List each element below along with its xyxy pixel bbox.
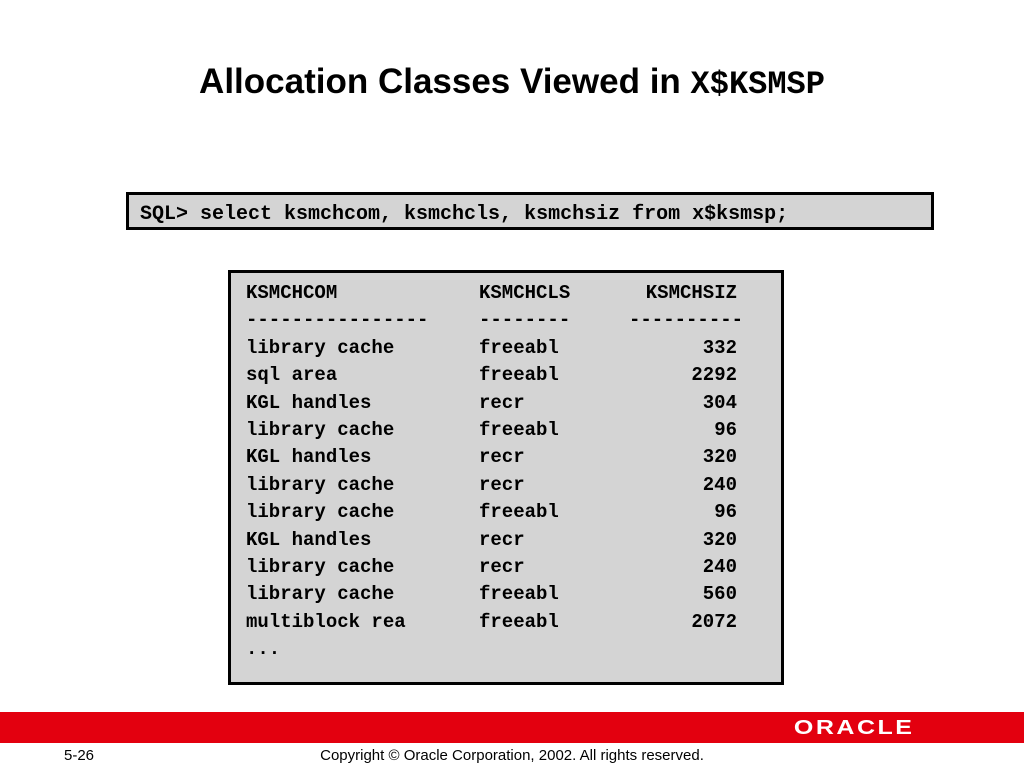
table-cell: recr [479, 446, 525, 469]
table-cell: multiblock rea [246, 610, 406, 633]
table-cell: library cache [246, 583, 395, 606]
footer-bar [0, 712, 1024, 743]
copyright-notice: Copyright © Oracle Corporation, 2002. All rights reserved. [320, 747, 704, 764]
table-cell: 96 [714, 501, 737, 524]
table-cell: recr [479, 555, 525, 578]
sql-statement: SQL> select ksmchcom, ksmchcls, ksmchsiz from x$ksmsp; [140, 203, 789, 226]
table-cell: 96 [714, 418, 737, 441]
query-result-box [228, 270, 784, 685]
table-row [246, 417, 781, 444]
table-cell: KGL handles [246, 528, 372, 551]
separator-cell: ---------- [629, 309, 744, 332]
table-row [246, 444, 781, 471]
slide-title-code: X$KSMSP [690, 66, 825, 103]
header-cell: KSMCHSIZ [645, 282, 737, 304]
table-cell: 2292 [691, 364, 737, 387]
table-cell: recr [479, 473, 525, 496]
table-row [246, 581, 781, 608]
table-row [246, 499, 781, 526]
slide-title [0, 62, 1024, 103]
table-cell: freeabl [479, 501, 559, 524]
table-cell: recr [479, 391, 525, 414]
table-cell: freeabl [479, 583, 559, 606]
header-cell: KSMCHCOM [246, 282, 338, 304]
table-cell: library cache [246, 555, 395, 578]
slide-title-text: Allocation Classes Viewed in [199, 62, 691, 101]
table-cell: recr [479, 528, 525, 551]
table-cell: 240 [702, 555, 737, 578]
table-row [246, 527, 781, 554]
table-cell: freeabl [479, 336, 559, 359]
header-cell: KSMCHCLS [479, 282, 571, 304]
result-header-row [246, 280, 781, 307]
table-cell: 332 [702, 336, 737, 359]
table-row [246, 609, 781, 636]
table-cell: 560 [702, 583, 737, 606]
result-separator-row [246, 307, 781, 334]
result-rows [246, 335, 781, 636]
table-cell: 320 [702, 446, 737, 469]
table-cell: library cache [246, 501, 395, 524]
table-cell: library cache [246, 336, 395, 359]
separator-cell: ---------------- [246, 309, 429, 332]
table-cell: library cache [246, 418, 395, 441]
table-cell: sql area [246, 364, 338, 387]
table-cell: library cache [246, 473, 395, 496]
table-cell: freeabl [479, 610, 559, 633]
table-row [246, 554, 781, 581]
table-cell: 320 [702, 528, 737, 551]
table-cell: KGL handles [246, 446, 372, 469]
result-ellipsis: ... [246, 638, 281, 661]
table-row [246, 362, 781, 389]
table-row [246, 390, 781, 417]
page-number: 5-26 [64, 747, 95, 764]
table-cell: 2072 [691, 610, 737, 633]
oracle-logo: ORACLE [793, 717, 914, 739]
table-cell: 304 [702, 391, 737, 414]
table-cell: freeabl [479, 418, 559, 441]
table-row [246, 335, 781, 362]
table-cell: KGL handles [246, 391, 372, 414]
table-cell: freeabl [479, 364, 559, 387]
separator-cell: -------- [479, 309, 571, 332]
table-cell: 240 [702, 473, 737, 496]
sql-statement-box [126, 192, 934, 230]
table-row [246, 472, 781, 499]
